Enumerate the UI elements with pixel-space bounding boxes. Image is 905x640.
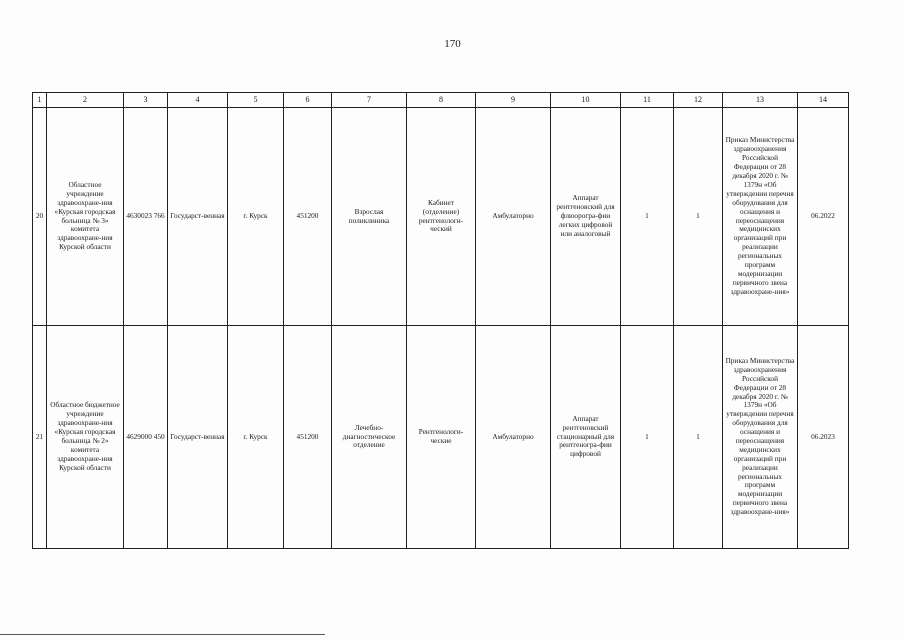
header-cell: 1 [33, 93, 47, 108]
department-cell: Взрослая поликлиника [332, 108, 407, 326]
organization-cell: Областное учреждение здравоохране-ния «Курская городская больница № 3» комитета здравоохране-ния Курской области [47, 108, 124, 326]
header-cell: 10 [551, 93, 621, 108]
header-cell: 3 [124, 93, 168, 108]
equipment-cell: Аппарат рентгеновский для флюорогра-фии легких цифровой или аналоговый [551, 108, 621, 326]
header-cell: 14 [798, 93, 849, 108]
department-cell: Лечебно-диагностическое отделение [332, 326, 407, 549]
quantity-cell: 1 [621, 108, 674, 326]
date-cell: 06.2023 [798, 326, 849, 549]
header-cell: 4 [168, 93, 228, 108]
page-number: 170 [444, 38, 461, 50]
table-row [33, 108, 849, 326]
quantity-cell: 1 [621, 326, 674, 549]
date-cell: 06.2022 [798, 108, 849, 326]
basis-cell: Приказ Министерства здравоохранения Российской Федерации от 28 декабря 2020 г. № 1379н «Об утверждении перечня оборудования для оснащения и переоснащения медицинских организаций при реализации региональных программ модернизации первичного звена здравоохране-ния» [723, 326, 798, 549]
header-cell: 7 [332, 93, 407, 108]
cabinet-cell: Рентгенологи-ческие [407, 326, 476, 549]
okpd-cell: 451200 [284, 326, 332, 549]
basis-cell: Приказ Министерства здравоохранения Российской Федерации от 28 декабря 2020 г. № 1379н «Об утверждении перечня оборудования для оснащения и переоснащения медицинских организаций при реализации региональных программ модернизации первичного звена здравоохране-ния» [723, 108, 798, 326]
organization-cell: Областное бюджетное учреждение здравоохране-ния «Курская городская больница № 2» комитета здравоохране-ния Курской области [47, 326, 124, 549]
city-cell: г. Курск [228, 326, 284, 549]
code-cell: 4630023 766 [124, 108, 168, 326]
registry-table [32, 92, 849, 549]
cabinet-cell: Кабинет (отделение) рентгенологи-ческий [407, 108, 476, 326]
quantity-cell: 1 [674, 326, 723, 549]
ownership-cell: Государст-венная [168, 326, 228, 549]
care-type-cell: Амбулаторно [476, 108, 551, 326]
row-number-cell: 21 [33, 326, 47, 549]
header-cell: 6 [284, 93, 332, 108]
quantity-cell: 1 [674, 108, 723, 326]
header-cell: 13 [723, 93, 798, 108]
table-row [33, 326, 849, 549]
okpd-cell: 451200 [284, 108, 332, 326]
header-row [33, 93, 849, 108]
ownership-cell: Государст-венная [168, 108, 228, 326]
row-number-cell: 20 [33, 108, 47, 326]
header-cell: 8 [407, 93, 476, 108]
city-cell: г. Курск [228, 108, 284, 326]
equipment-cell: Аппарат рентгеновский стационарный для рентгеногра-фии цифровой [551, 326, 621, 549]
header-cell: 9 [476, 93, 551, 108]
header-cell: 2 [47, 93, 124, 108]
header-cell: 5 [228, 93, 284, 108]
code-cell: 4629000 450 [124, 326, 168, 549]
scan-artifact-line [0, 634, 325, 635]
header-cell: 12 [674, 93, 723, 108]
header-cell: 11 [621, 93, 674, 108]
care-type-cell: Амбулаторно [476, 326, 551, 549]
